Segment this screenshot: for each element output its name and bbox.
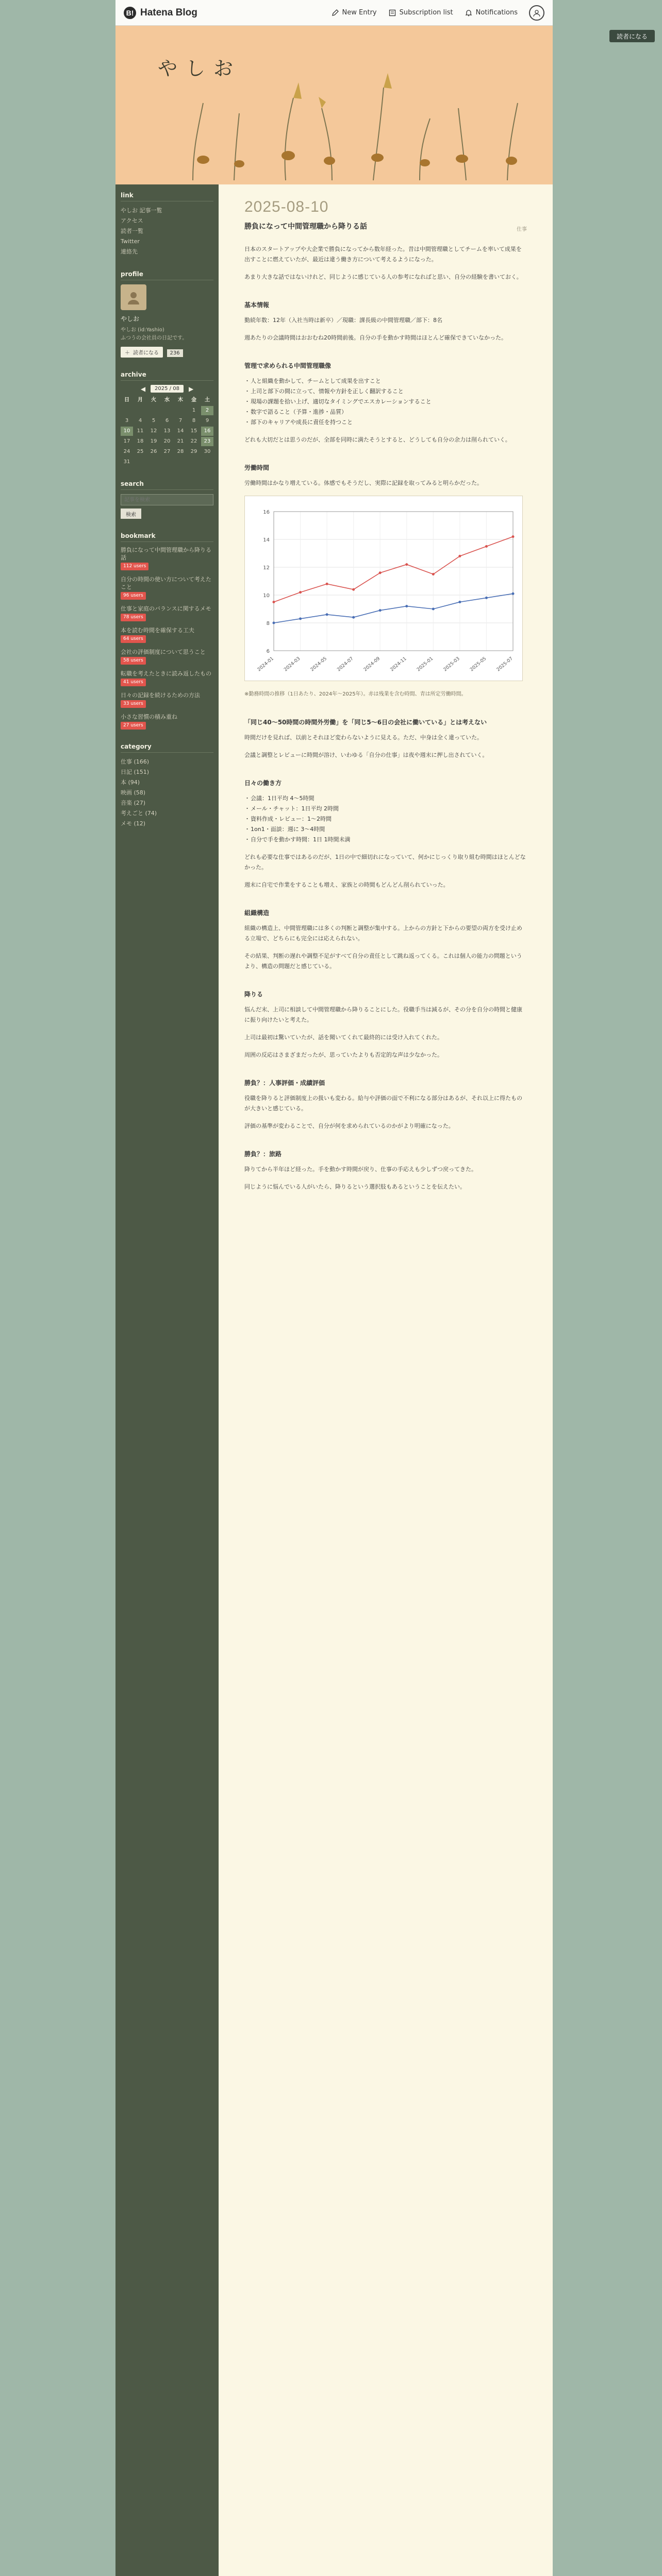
section-heading: 「同じ40〜50時間の時間外労働」を「同じ5〜6日の会社に働いている」とは考えない (244, 719, 487, 726)
entry-date[interactable]: 2025-08-10 (244, 198, 329, 215)
list-item: ・ 自分で手を動かす時間：1日 1時間未満 (244, 835, 527, 845)
calendar-day: 18 (137, 438, 144, 444)
bookmark-item (121, 605, 213, 621)
bookmark-count-badge[interactable]: 64 users (121, 635, 146, 643)
category-link[interactable]: 本 (94) (121, 779, 140, 786)
calendar-day: 13 (163, 428, 171, 434)
data-point (352, 616, 355, 619)
bookmark-list (121, 546, 213, 730)
calendar-day: 4 (138, 418, 142, 423)
data-point (326, 613, 328, 616)
y-tick-label: 14 (263, 537, 270, 543)
series-line (274, 594, 513, 623)
new-entry-link[interactable] (331, 9, 377, 17)
paragraph: 勤続年数：12年（入社当時は新卒）／現職：課長級の中間管理職／部下：8名 (244, 317, 442, 324)
bookmark-item (121, 648, 213, 665)
calendar-day: 19 (150, 438, 157, 444)
bookmark-count-badge[interactable]: 41 users (121, 679, 146, 686)
bookmark-count-badge[interactable]: 27 users (121, 722, 146, 730)
calendar-day: 31 (123, 459, 130, 465)
paragraph: 同じように悩んでいる人がいたら、降りるという選択肢もあるということを伝えたい。 (244, 1183, 466, 1190)
y-tick-label: 10 (263, 593, 270, 599)
profile-module (121, 270, 213, 358)
data-point (512, 592, 515, 595)
paragraph: その結果、判断の遅れや調整不足がすべて自分の責任として跳ね返ってくる。これは個人の能力の問題というより、構造の問題だと感じている。 (244, 953, 522, 970)
notifications-link[interactable] (465, 9, 518, 17)
subscribe-button[interactable] (121, 347, 163, 358)
data-point (485, 597, 488, 599)
paragraph: あまり大きな話ではないけれど、同じように感じている人の参考になればと思い、自分の経験を書いておく。 (244, 274, 522, 280)
hatena-blog-logo[interactable] (124, 7, 197, 19)
calendar-day (147, 457, 160, 467)
calendar-day: 1 (192, 408, 196, 413)
calendar-day: 6 (165, 418, 169, 423)
blog-title[interactable]: やしお (158, 57, 242, 80)
paragraph: 週あたりの会議時間はおおむね20時間前後。自分の手を動かす時間はほとんど確保できていなかった。 (244, 334, 507, 341)
data-point (405, 563, 408, 566)
list-item: ・ 資料作成・レビュー：1〜2時間 (244, 814, 527, 824)
search-button[interactable]: 検索 (121, 509, 141, 519)
bookmark-count-badge[interactable]: 58 users (121, 657, 146, 665)
x-tick-label: 2024-03 (283, 656, 302, 673)
paragraph: 役職を降りると評価制度上の扱いも変わる。給与や評価の面で不利になる部分はあるが、それ以上に得たものが大きいと感じている。 (244, 1095, 522, 1112)
profile-title: profile (121, 270, 213, 280)
main-content (219, 184, 553, 2576)
subscribe-floating-button[interactable]: 読者になる (609, 30, 655, 42)
section-heading: 組織構造 (244, 909, 270, 917)
calendar-day[interactable]: 10 (121, 427, 133, 436)
blog-header-banner (115, 26, 553, 184)
calendar-day[interactable]: 23 (201, 437, 213, 446)
category-link[interactable]: 音楽 (27) (121, 800, 146, 806)
calendar-weekday: 日 (124, 397, 129, 403)
chart-caption: ※勤務時間の推移（1日あたり、2024年〜2025年）。赤は残業を含む時間、青は所定労働時間。 (244, 691, 467, 697)
calendar-day: 11 (137, 428, 144, 434)
profile-name: やしお (121, 315, 140, 323)
x-tick-label: 2025-03 (442, 656, 461, 673)
search-title: search (121, 480, 213, 490)
x-tick-label: 2024-05 (309, 656, 328, 673)
paragraph: 評価の基準が変わることで、自分が何を求められているのかがより明確になった。 (244, 1123, 454, 1129)
links-title: link (121, 192, 213, 201)
x-tick-label: 2025-07 (495, 656, 514, 673)
calendar-day (121, 406, 133, 415)
entry-title[interactable]: 勝負になって中間管理職から降りる話 (244, 223, 367, 231)
calendar-day (161, 457, 173, 467)
data-point (458, 555, 461, 557)
section-heading: 降りる (244, 991, 263, 998)
calendar-day (147, 406, 160, 415)
paragraph: どれも大切だとは思うのだが、全部を同時に満たそうとすると、どうしても自分の余力は削られていく。 (244, 436, 511, 443)
list-icon (388, 9, 396, 17)
section-heading: 勝負？：人事評価・成績評価 (244, 1079, 325, 1087)
search-form (121, 494, 213, 519)
data-point (326, 583, 328, 585)
bookmark-item (121, 626, 213, 643)
section-heading: 管理で求められる中間管理職像 (244, 362, 332, 369)
bookmark-count-badge[interactable]: 78 users (121, 614, 146, 621)
subscriber-count: 236 (167, 349, 183, 357)
sidebar-link[interactable]: 読者一覧 (121, 228, 143, 234)
sidebar (115, 184, 219, 2576)
x-tick-label: 2025-01 (416, 656, 435, 673)
paragraph: 週末に自宅で作業をすることも増え、家族との時間もどんどん削られていった。 (244, 882, 449, 888)
data-point (352, 588, 355, 591)
bookmark-item (121, 713, 213, 730)
data-point (299, 617, 302, 620)
calendar-day (188, 457, 200, 467)
list-item: ・ 部下のキャリアや成長に責任を持つこと (244, 417, 527, 428)
subscription-label: Subscription list (399, 9, 453, 16)
y-tick-label: 8 (266, 621, 270, 626)
calendar-day: 12 (150, 428, 157, 434)
paragraph: 労働時間はかなり増えている。体感でもそうだし、実際に記録を取ってみると明らかだった。 (244, 480, 483, 486)
bookmark-link[interactable]: 小さな習慣の積み重ね (121, 714, 177, 720)
data-point (379, 571, 382, 574)
data-point (485, 545, 488, 548)
bookmark-link[interactable]: 会社の評価制度について思うこと (121, 649, 206, 655)
calendar-day: 14 (177, 428, 184, 434)
calendar-day (201, 457, 213, 467)
search-input[interactable] (121, 494, 213, 505)
bookmark-link[interactable]: 仕事と家庭のバランスに関するメモ (121, 605, 211, 612)
bookmark-link[interactable]: 転職を考えたときに読み返したもの (121, 670, 211, 677)
data-point (458, 601, 461, 603)
sidebar-link[interactable]: 連絡先 (121, 248, 138, 255)
bookmark-item (121, 575, 213, 600)
calendar-day: 29 (190, 449, 197, 454)
data-point (432, 573, 435, 575)
sidebar-link[interactable]: やしお 記事一覧 (121, 207, 162, 214)
y-tick-label: 12 (263, 565, 270, 571)
category-link[interactable]: メモ (12) (121, 820, 146, 827)
section-heading: 勝負？：旅路 (244, 1150, 282, 1158)
paragraph: 上司は最初は驚いていたが、話を聞いてくれて最終的には受け入れてくれた。 (244, 1034, 443, 1041)
calendar-day[interactable]: 16 (201, 427, 213, 436)
global-nav (331, 5, 544, 21)
new-entry-label: New Entry (342, 9, 377, 16)
category-module (121, 743, 213, 829)
calendar-day: 15 (190, 428, 197, 434)
paragraph: 日本のスタートアップや大企業で勝負になってから数年経った。昔は中間管理職としてチームを率いて成果を出すことに燃えていたが、最近は違う働き方について考えるようになった。 (244, 246, 522, 263)
global-header (115, 0, 553, 26)
subscribe-label: 読者になる (133, 350, 159, 356)
x-tick-label: 2025-05 (469, 656, 488, 673)
calendar-day: 28 (177, 449, 184, 454)
plot-frame (274, 512, 513, 651)
search-module (121, 480, 213, 519)
calendar-day: 30 (204, 449, 211, 454)
bookmark-module (121, 532, 213, 730)
paragraph: 時間だけを見れば、以前とそれほど変わらないように見える。ただ、中身は全く違っていた。 (244, 734, 483, 741)
plus-icon: ＋ (125, 350, 130, 356)
calendar-day: 9 (205, 418, 209, 423)
bullet-list (244, 376, 527, 428)
paragraph: どれも必要な仕事ではあるのだが、1日の中で細切れになっていて、何かにじっくり取り組む時間はほとんどなかった。 (244, 854, 526, 871)
paragraph: 悩んだ末、上司に相談して中間管理職から降りることにした。役職手当は減るが、その分を自分の時間と健康に振り向けたいと考えた。 (244, 1006, 522, 1023)
calendar-day: 20 (163, 438, 171, 444)
y-tick-label: 6 (266, 649, 270, 654)
data-point (273, 622, 275, 624)
category-title: category (121, 743, 213, 753)
calendar-day: 8 (192, 418, 196, 423)
data-point (512, 535, 515, 538)
data-point (379, 609, 382, 612)
data-point (405, 605, 408, 607)
data-point (299, 591, 302, 594)
calendar-day: 5 (152, 418, 156, 423)
calendar-day (134, 457, 146, 467)
category-link[interactable]: 仕事 (166) (121, 758, 150, 765)
list-item: ・ メール・チャット：1日平均 2時間 (244, 804, 527, 814)
pencil-icon (331, 9, 339, 17)
entry-body (244, 244, 527, 1192)
calendar-weekday: 月 (138, 397, 143, 403)
entry-category[interactable]: 仕事 (517, 227, 527, 232)
calendar-day: 25 (137, 449, 144, 454)
calendar-day: 7 (178, 418, 183, 423)
calendar-day: 24 (123, 449, 130, 454)
calendar-day (134, 406, 146, 415)
archive-module (121, 371, 213, 467)
bookmark-item (121, 546, 213, 570)
list-item: ・ 上司と部下の間に立って、情報や方針を正しく翻訳すること (244, 386, 527, 397)
section-heading: 労働時間 (244, 464, 270, 471)
bullet-list (244, 793, 527, 845)
month-select[interactable]: 2025 / 08 (151, 385, 184, 393)
bookmark-count-badge[interactable]: 33 users (121, 700, 146, 708)
calendar-weekday: 金 (191, 397, 196, 403)
calendar-weekday: 火 (151, 397, 156, 403)
category-link[interactable]: 映画 (58) (121, 789, 146, 796)
data-point (432, 608, 435, 611)
bookmark-link[interactable]: 本を読む時間を確保する工夫 (121, 627, 194, 634)
calendar-header (121, 385, 213, 393)
links-module (121, 192, 213, 257)
calendar-day: 21 (177, 438, 184, 444)
calendar-grid (121, 396, 213, 467)
list-item: ・ 1on1・面談：週に 3〜4時間 (244, 824, 527, 835)
paragraph: 組織の構造上、中間管理職には多くの判断と調整が集中する。上からの方針と下からの要望の両方を受け止める立場で、どちらにも完全には応えられない。 (244, 925, 522, 942)
sidebar-link[interactable]: Twitter (121, 238, 140, 245)
bookmark-link[interactable]: 自分の時間の使い方について考えたこと (121, 576, 211, 590)
calendar-day (174, 457, 187, 467)
list-item: ・ 現場の課題を拾い上げ、適切なタイミングでエスカレーションすること (244, 397, 527, 407)
avatar[interactable] (121, 284, 146, 310)
category-list (121, 757, 213, 829)
calendar-day: 22 (190, 438, 197, 444)
bookmark-title: bookmark (121, 532, 213, 542)
y-tick-label: 16 (263, 510, 270, 515)
calendar-day: 3 (125, 418, 129, 423)
calendar-weekday: 木 (178, 397, 183, 403)
line-chart (245, 496, 523, 682)
calendar-day: 17 (123, 438, 130, 444)
x-tick-label: 2024-11 (389, 656, 408, 673)
x-tick-label: 2024-07 (336, 656, 355, 673)
calendar-day: 27 (163, 449, 171, 454)
plant-illustration (115, 26, 553, 184)
bookmark-link[interactable]: 日々の記録を続けるための方法 (121, 692, 200, 699)
series-line (274, 537, 513, 602)
paragraph: 会議と調整とレビューに時間が溶け、いわゆる「自分の仕事」は夜や週末に押し出されていく。 (244, 752, 488, 758)
calendar-day: 26 (150, 449, 157, 454)
notifications-label: Notifications (475, 9, 518, 16)
bookmark-link[interactable]: 勝負になって中間管理職から降りる話 (121, 547, 211, 561)
bookmark-count-badge[interactable]: 112 users (121, 563, 148, 570)
calendar-weekday: 水 (164, 397, 170, 403)
data-point (273, 601, 275, 603)
list-item: ・ 人と組織を動かして、チームとして成果を出すこと (244, 376, 527, 386)
bookmark-item (121, 670, 213, 686)
profile-description: やしお (id:Yashio) ふつうの会社員の日記です。 (121, 327, 188, 341)
calendar-day (174, 406, 187, 415)
calendar-day[interactable]: 2 (201, 406, 213, 415)
user-avatar-icon[interactable] (529, 5, 544, 21)
calendar-day (161, 406, 173, 415)
next-month-button[interactable]: ▶ (188, 385, 194, 393)
archive-title: archive (121, 371, 213, 381)
section-heading: 基本情報 (244, 301, 270, 309)
x-tick-label: 2024-09 (362, 656, 382, 673)
list-item: ・ 数字で語ること（予算・進捗・品質） (244, 407, 527, 417)
bookmark-count-badge[interactable]: 96 users (121, 592, 146, 600)
category-link[interactable]: 日記 (151) (121, 769, 150, 775)
category-link[interactable]: 考えごと (74) (121, 810, 157, 817)
logo-text: Hatena Blog (140, 7, 197, 18)
sidebar-link[interactable]: アクセス (121, 217, 143, 224)
paragraph: 降りてから半年ほど経った。手を動かす時間が戻り、仕事の手応えも少しずつ戻ってきた。 (244, 1166, 477, 1173)
hatena-logo-icon: B! (124, 7, 136, 19)
section-heading: 日々の働き方 (244, 779, 282, 787)
chart-figure (244, 496, 523, 681)
calendar-weekday: 土 (205, 397, 210, 403)
bookmark-item (121, 691, 213, 708)
list-item: ・ 会議：1日平均 4〜5時間 (244, 793, 527, 804)
paragraph: 周囲の反応はさまざまだったが、思っていたよりも否定的な声は少なかった。 (244, 1052, 443, 1058)
bell-icon (465, 9, 473, 17)
subscription-list-link[interactable] (388, 9, 453, 17)
x-tick-label: 2024-01 (256, 656, 275, 673)
prev-month-button[interactable]: ◀ (140, 385, 146, 393)
